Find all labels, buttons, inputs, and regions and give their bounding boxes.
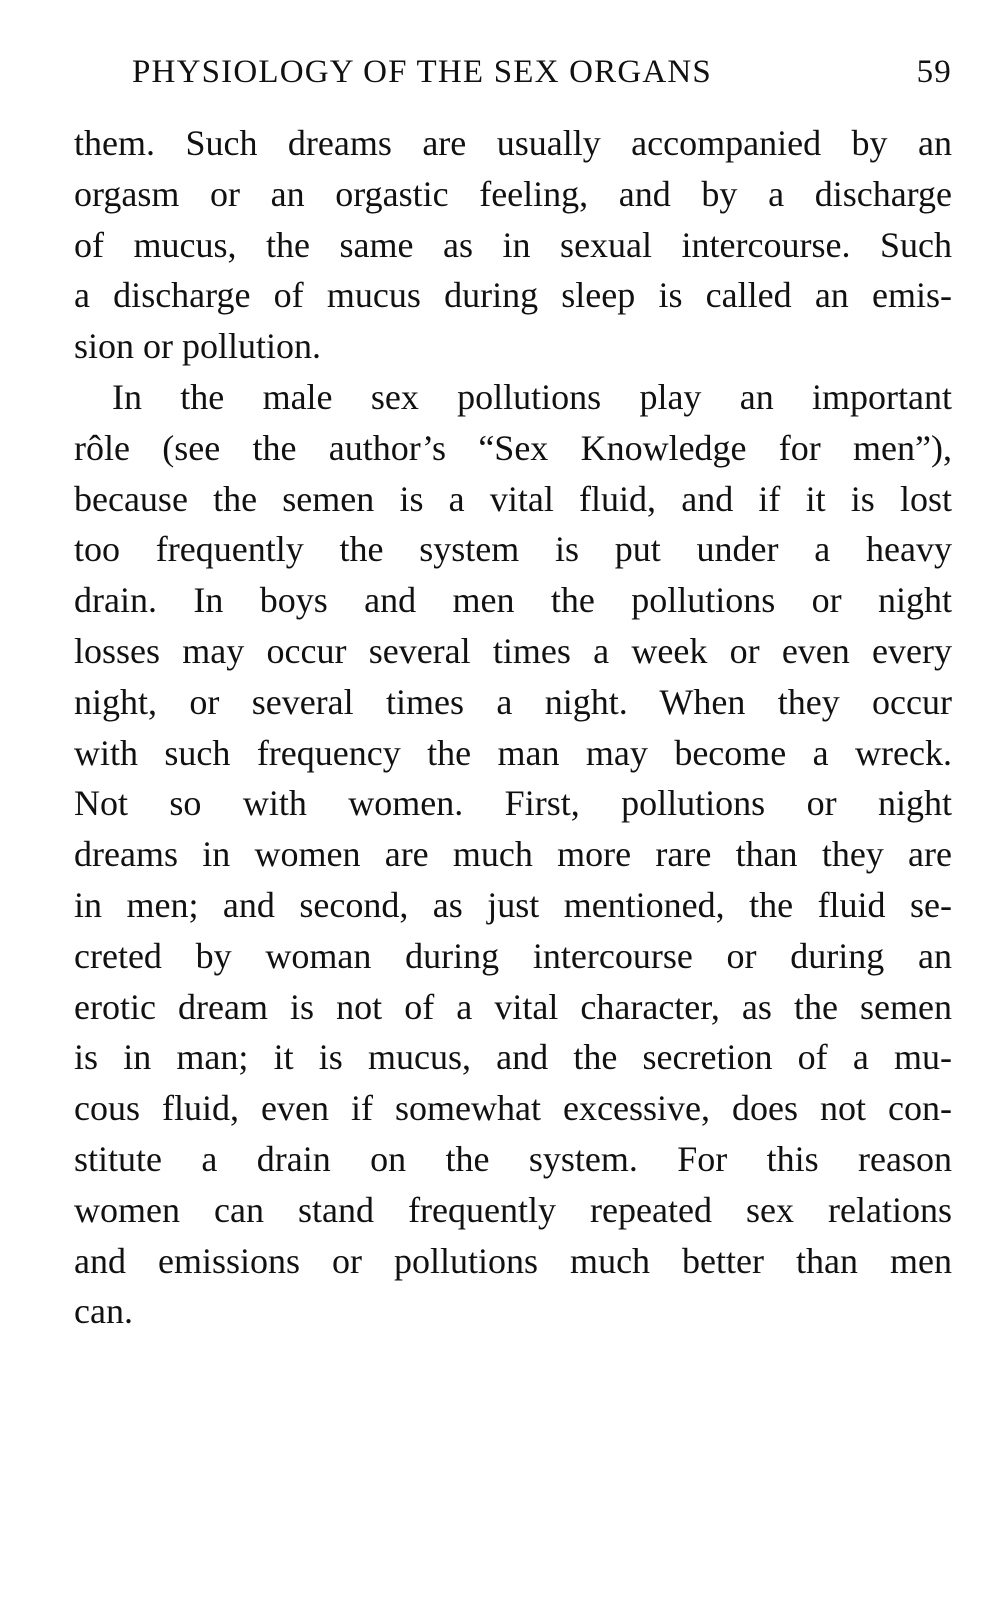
text-line: because the semen is a vital fluid, and if it is lost xyxy=(74,478,952,519)
text-line: In the male sex pollutions play an important xyxy=(112,376,952,417)
text-line: orgasm or an orgastic feeling, and by a discharge xyxy=(74,173,952,214)
text-line: Not so with women. First, pollutions or night xyxy=(74,783,952,824)
text-line: cous fluid, even if somewhat excessive, does not con- xyxy=(74,1088,952,1129)
text-line: losses may occur several times a week or even every xyxy=(74,630,952,671)
text-line: in men; and second, as just mentioned, the fluid se- xyxy=(74,884,952,925)
text-line: with such frequency the man may become a wreck. xyxy=(74,732,952,773)
text-line: erotic dream is not of a vital character, as the semen xyxy=(74,986,952,1027)
text-line: rôle (see the author’s “Sex Knowledge for men”), xyxy=(74,427,952,468)
text-line: sion or pollution. xyxy=(74,326,322,367)
text-line: is in man; it is mucus, and the secretion of a mu- xyxy=(74,1037,952,1078)
text-line: of mucus, the same as in sexual intercourse. Such xyxy=(74,224,952,265)
text-line: women can stand frequently repeated sex relations xyxy=(74,1189,952,1230)
running-head xyxy=(132,46,952,98)
text-line: a discharge of mucus during sleep is called an emis- xyxy=(74,275,952,316)
running-head-title: PHYSIOLOGY OF THE SEX ORGANS xyxy=(132,54,712,90)
text-line: and emissions or pollutions much better than men xyxy=(74,1240,952,1281)
text-line: can. xyxy=(74,1291,133,1332)
paragraph-2 xyxy=(74,372,952,1337)
text-line: night, or several times a night. When they occur xyxy=(74,681,952,722)
paragraph-1 xyxy=(74,118,952,372)
text-line: them. Such dreams are usually accompanied by an xyxy=(74,123,952,163)
text-line: stitute a drain on the system. For this reason xyxy=(74,1138,952,1179)
text-line: drain. In boys and men the pollutions or night xyxy=(74,580,952,621)
body-text xyxy=(74,118,952,1337)
page-number: 59 xyxy=(916,54,952,90)
text-line: too frequently the system is put under a heavy xyxy=(74,529,952,570)
text-line: creted by woman during intercourse or during an xyxy=(74,935,952,976)
text-line: dreams in women are much more rare than they are xyxy=(74,834,952,875)
